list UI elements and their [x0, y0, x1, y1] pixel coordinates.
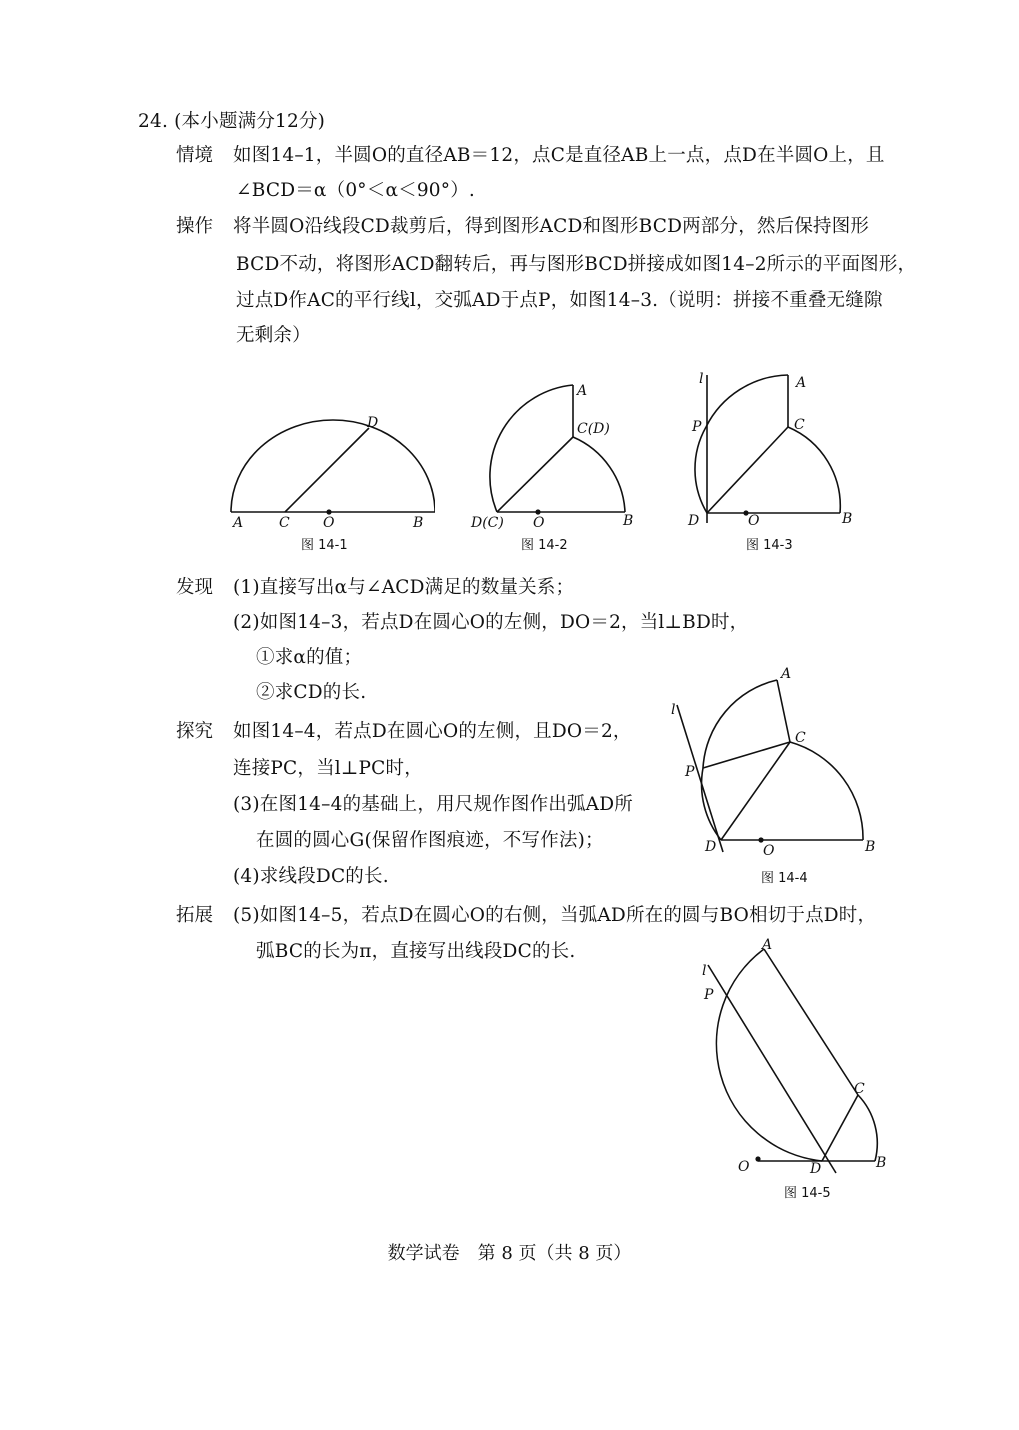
fig1-caption: 图 14-1 [301, 538, 348, 553]
fig4-point-A: A [781, 666, 792, 682]
exploration-line-1: 如图14–4，若点D在圆心O的左侧，且DO＝2， [233, 721, 632, 742]
fig5-caption: 图 14-5 [784, 1186, 831, 1201]
fig2-point-CD: C(D) [577, 421, 610, 437]
fig3-caption: 图 14-3 [746, 538, 793, 553]
fig2-point-A: A [577, 383, 588, 399]
extension-line-1: (5)如图14–5，若点D在圆心O的右侧，当弧AD所在的圆与BO相切于点D时， [233, 905, 877, 926]
figure-14-3 [680, 365, 870, 555]
problem-header [138, 110, 325, 134]
fig3-point-P: P [692, 419, 702, 435]
fig5-point-B: B [876, 1155, 887, 1171]
operation-line-4: 无剩余） [236, 325, 311, 346]
fig3-line-l: l [699, 371, 704, 387]
fig4-point-O: O [763, 843, 775, 859]
operation-line-2: BCD不动，将图形ACD翻转后，再与图形BCD拼接成如图14–2所示的平面图形， [236, 254, 917, 275]
fig3-point-C: C [794, 417, 805, 433]
operation-label: 操作 [176, 216, 214, 237]
operation-line-1: 将半圆O沿线段CD裁剪后，得到图形ACD和图形BCD两部分，然后保持图形 [233, 216, 870, 237]
fig4-point-P: P [685, 764, 695, 780]
fig1-point-D: D [367, 415, 379, 431]
fig3-point-A: A [796, 375, 807, 391]
fig4-caption: 图 14-4 [761, 871, 808, 886]
extension-line-2: 弧BC的长为π，直接写出线段DC的长. [256, 941, 576, 962]
fig5-point-O: O [738, 1159, 750, 1175]
discovery-line-4: ②求CD的长. [256, 682, 367, 703]
fig5-line-l: l [702, 963, 707, 979]
fig2-point-B: B [623, 513, 634, 529]
fig1-point-O: O [323, 515, 335, 531]
discovery-line-2: (2)如图14–3，若点D在圆心O的左侧，DO＝2，当l⊥BD时， [233, 612, 749, 633]
situation-line-1: 如图14–1，半圆O的直径AB＝12，点C是直径AB上一点，点D在半圆O上，且 [233, 145, 885, 166]
discovery-line-1: (1)直接写出α与∠ACD满足的数量关系； [233, 577, 575, 598]
fig5-point-P: P [704, 987, 714, 1003]
fig3-point-D: D [688, 513, 700, 529]
exploration-line-4: 在圆的圆心G(保留作图痕迹，不写作法)； [256, 830, 604, 851]
figure-14-1 [225, 405, 435, 555]
operation-line-3: 过点D作AC的平行线l，交弧AD于点P，如图14–3.（说明：拼接不重叠无缝隙 [236, 290, 883, 311]
fig4-point-B: B [865, 839, 876, 855]
fig2-point-DC: D(C) [471, 515, 504, 531]
discovery-label: 发现 [176, 577, 214, 598]
extension-label: 拓展 [176, 905, 214, 926]
fig4-point-D: D [705, 839, 717, 855]
problem-score-note: (本小题满分12分) [174, 111, 326, 132]
fig5-point-C: C [854, 1081, 865, 1097]
figure-14-4 [665, 660, 890, 890]
problem-number: 24. [138, 111, 169, 132]
figure-14-2 [465, 375, 655, 555]
discovery-line-3: ①求α的值； [256, 647, 363, 668]
fig1-point-B: B [413, 515, 424, 531]
situation-line-2: ∠BCD＝α（0°＜α＜90°）. [236, 180, 476, 201]
exploration-line-3: (3)在图14–4的基础上，用尺规作图作出弧AD所 [233, 794, 633, 815]
fig3-point-B: B [842, 511, 853, 527]
fig5-point-D: D [810, 1161, 822, 1177]
page-footer: 数学试卷 第 8 页（共 8 页） [387, 1243, 632, 1264]
fig3-point-O: O [748, 513, 760, 529]
exploration-line-5: (4)求线段DC的长. [233, 866, 389, 887]
fig1-point-C: C [279, 515, 290, 531]
exploration-line-2: 连接PC，当l⊥PC时， [233, 758, 423, 779]
fig5-point-A: A [762, 937, 773, 953]
fig2-point-O: O [533, 515, 545, 531]
figure-14-5 [700, 935, 900, 1205]
situation-label: 情境 [176, 145, 214, 166]
fig4-line-l: l [671, 702, 676, 718]
exploration-label: 探究 [176, 721, 214, 742]
fig2-caption: 图 14-2 [521, 538, 568, 553]
fig4-point-C: C [795, 730, 806, 746]
fig1-point-A: A [233, 515, 244, 531]
